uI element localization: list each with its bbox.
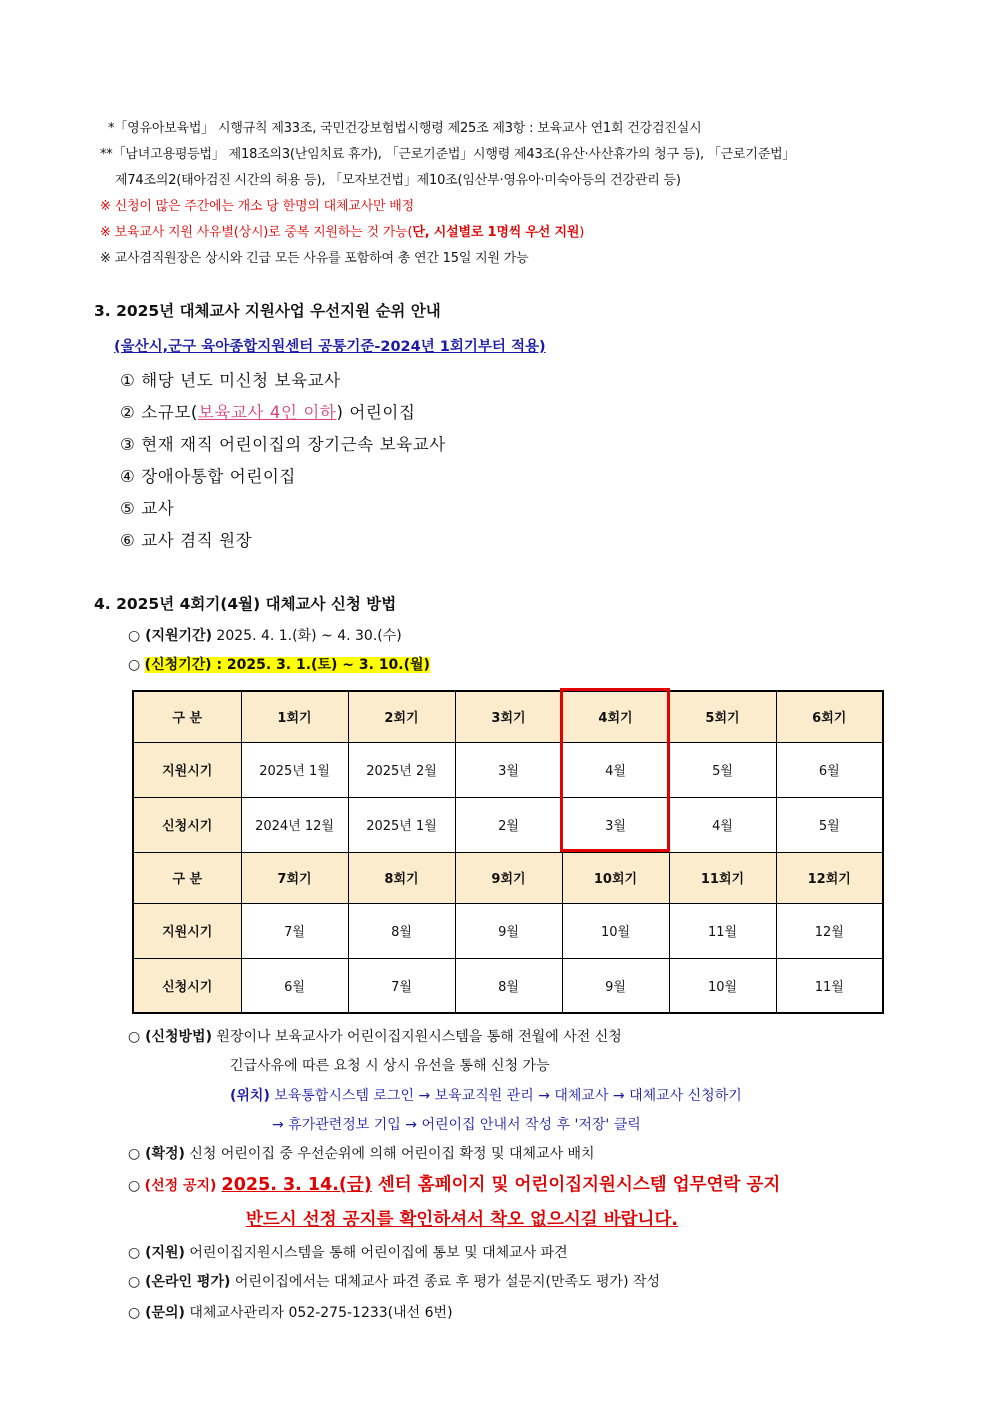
method-location — [230, 1085, 742, 1105]
table-cell: 4월 — [669, 797, 776, 852]
method-evaluation-label: ○ (온라인 평가) — [128, 1274, 231, 1290]
method-support-label: ○ (지원) — [128, 1245, 185, 1261]
apply-period-highlight: (신청기간) : 2025. 3. 1.(토) ~ 3. 10.(월) — [144, 657, 430, 673]
table-cell: 7월 — [241, 903, 348, 958]
table-cell: 11월 — [776, 958, 883, 1013]
table-cell: 10월 — [562, 903, 669, 958]
note-1: ※ 신청이 많은 주간에는 개소 당 한명의 대체교사만 배정 — [100, 199, 415, 214]
method-contact — [128, 1302, 453, 1322]
method-notice-text — [222, 1175, 781, 1195]
table-cell: 2024년 12월 — [241, 797, 348, 852]
table-header-cell: 10회기 — [562, 852, 669, 903]
method-evaluation — [128, 1271, 660, 1291]
footnote-2b: 제74조의2(태아검진 시간의 허용 등), 「모자보건법」제10조(임산부·영유아·미숙아등의 건강관리 등) — [115, 173, 681, 188]
method-notice-date: 2025. 3. 14.(금) — [221, 1175, 372, 1195]
table-header-cell: 6회기 — [776, 691, 883, 742]
schedule-table — [132, 690, 884, 1014]
table-row — [133, 903, 883, 958]
method-evaluation-text: 어린이집에서는 대체교사 파견 종료 후 평가 설문지(만족도 평가) 작성 — [230, 1274, 661, 1290]
footnote-1: *「영유아보육법」 시행규칙 제33조, 국민건강보험법시행령 제25조 제3항 : 보육교사 연1회 건강검진실시 — [108, 121, 702, 136]
table-cell: 9월 — [455, 903, 562, 958]
table-header-cell: 구 분 — [133, 691, 241, 742]
method-notice-line2 — [246, 1206, 678, 1231]
table-header-cell: 8회기 — [348, 852, 455, 903]
priority-item-2-post: ) 어린이집 — [336, 403, 416, 422]
priority-item-6: ⑥ 교사 겸직 원장 — [120, 531, 253, 550]
method-confirm — [128, 1143, 595, 1163]
table-cell: 5월 — [669, 742, 776, 797]
priority-item-5: ⑤ 교사 — [120, 499, 175, 518]
support-period-value: 2025. 4. 1.(화) ~ 4. 30.(수) — [211, 628, 402, 644]
method-apply-line2: 긴급사유에 따른 요청 시 상시 유선을 통해 신청 가능 — [230, 1058, 550, 1074]
support-period-label: ○ (지원기간) — [128, 628, 212, 644]
table-row-label: 신청시기 — [133, 797, 241, 852]
table-cell: 10월 — [669, 958, 776, 1013]
table-cell: 8월 — [348, 903, 455, 958]
table-header-cell: 5회기 — [669, 691, 776, 742]
priority-item-4: ④ 장애아통합 어린이집 — [120, 467, 296, 486]
note-2 — [100, 221, 584, 240]
table-header-cell: 1회기 — [241, 691, 348, 742]
footnote-2a: **「남녀고용평등법」 제18조의3(난임치료 휴가), 「근로기준법」시행령 제43조(유산·사산휴가의 청구 등), 「근로기준법」 — [100, 147, 796, 162]
table-header-cell: 11회기 — [669, 852, 776, 903]
table-row-label: 지원시기 — [133, 903, 241, 958]
table-cell: 11월 — [669, 903, 776, 958]
priority-item-1: ① 해당 년도 미신청 보육교사 — [120, 371, 341, 390]
table-row-label: 지원시기 — [133, 742, 241, 797]
table-cell: 2025년 2월 — [348, 742, 455, 797]
method-support-text: 어린이집지원시스템을 통해 어린이집에 통보 및 대체교사 파견 — [184, 1245, 568, 1261]
priority-item-2-highlight: 보육교사 4인 이하 — [197, 403, 337, 422]
current-session-highlight-box — [560, 688, 670, 852]
table-row — [133, 852, 883, 903]
table-cell: 9월 — [562, 958, 669, 1013]
method-contact-label: ○ (문의) — [128, 1305, 185, 1321]
table-cell: 5월 — [776, 797, 883, 852]
apply-period — [128, 654, 430, 674]
method-notice-warning: 반드시 선정 공지를 확인하셔서 착오 없으시길 바랍니다. — [246, 1210, 679, 1230]
method-confirm-text: 신청 어린이집 중 우선순위에 의해 어린이집 확정 및 대체교사 배치 — [184, 1146, 595, 1162]
table-cell: 2025년 1월 — [348, 797, 455, 852]
table-row — [133, 958, 883, 1013]
support-period — [128, 625, 402, 645]
table-cell: 6월 — [776, 742, 883, 797]
priority-item-3: ③ 현재 재직 어린이집의 장기근속 보육교사 — [120, 435, 446, 454]
table-cell: 3월 — [562, 797, 669, 852]
apply-period-bullet: ○ — [128, 657, 145, 673]
section-3-subtitle: (울산시,군구 육아종합지원센터 공통기준-2024년 1회기부터 적용) — [114, 339, 546, 355]
table-cell: 8월 — [455, 958, 562, 1013]
table-row — [133, 742, 883, 797]
method-notice-rest: 센터 홈페이지 및 어린이집지원시스템 업무연락 공지 — [371, 1175, 781, 1195]
method-notice-label: (선정 공지) — [144, 1178, 217, 1194]
table-header-cell: 7회기 — [241, 852, 348, 903]
table-cell: 3월 — [455, 742, 562, 797]
method-location-text: 보육통합시스템 로그인 → 보육교직원 관리 → 대체교사 → 대체교사 신청하기 — [269, 1088, 742, 1104]
method-location-line2: → 휴가관련정보 기입 → 어린이집 안내서 작성 후 '저장' 클릭 — [272, 1117, 641, 1133]
note-2-close: ) — [579, 225, 585, 240]
method-location-label: (위치) — [230, 1088, 270, 1104]
note-3: ※ 교사겸직원장은 상시와 긴급 모든 사유를 포함하여 총 연간 15일 지원 가능 — [100, 251, 529, 266]
method-apply — [128, 1026, 622, 1046]
table-row-label: 신청시기 — [133, 958, 241, 1013]
method-apply-label: ○ (신청방법) — [128, 1029, 212, 1045]
method-notice — [128, 1171, 780, 1196]
table-header-cell: 4회기 — [562, 691, 669, 742]
table-header-cell: 구 분 — [133, 852, 241, 903]
note-2-text: ※ 보육교사 지원 사유별(상시)로 중복 지원하는 것 가능( — [100, 225, 413, 240]
table-header-cell: 12회기 — [776, 852, 883, 903]
method-apply-text: 원장이나 보육교사가 어린이집지원시스템을 통해 전월에 사전 신청 — [211, 1029, 622, 1045]
table-cell: 7월 — [348, 958, 455, 1013]
priority-item-2 — [120, 399, 416, 423]
method-support — [128, 1242, 568, 1262]
table-cell: 4월 — [562, 742, 669, 797]
table-header-cell: 3회기 — [455, 691, 562, 742]
table-cell: 6월 — [241, 958, 348, 1013]
section-4-title: 4. 2025년 4회기(4월) 대체교사 신청 방법 — [94, 595, 397, 613]
priority-item-2-pre: ② 소규모( — [120, 403, 198, 422]
note-2-bold: 단, 시설별로 1명씩 우선 지원 — [412, 225, 580, 240]
table-cell: 2월 — [455, 797, 562, 852]
table-cell: 12월 — [776, 903, 883, 958]
table-header-cell: 9회기 — [455, 852, 562, 903]
method-notice-bullet: ○ — [128, 1178, 145, 1194]
table-header-cell: 2회기 — [348, 691, 455, 742]
method-contact-text: 대체교사관리자 052-275-1233(내선 6번) — [184, 1305, 453, 1321]
section-3-title: 3. 2025년 대체교사 지원사업 우선지원 순위 안내 — [94, 302, 441, 320]
table-row — [133, 797, 883, 852]
table-cell: 2025년 1월 — [241, 742, 348, 797]
method-confirm-label: ○ (확정) — [128, 1146, 185, 1162]
table-row — [133, 691, 883, 742]
